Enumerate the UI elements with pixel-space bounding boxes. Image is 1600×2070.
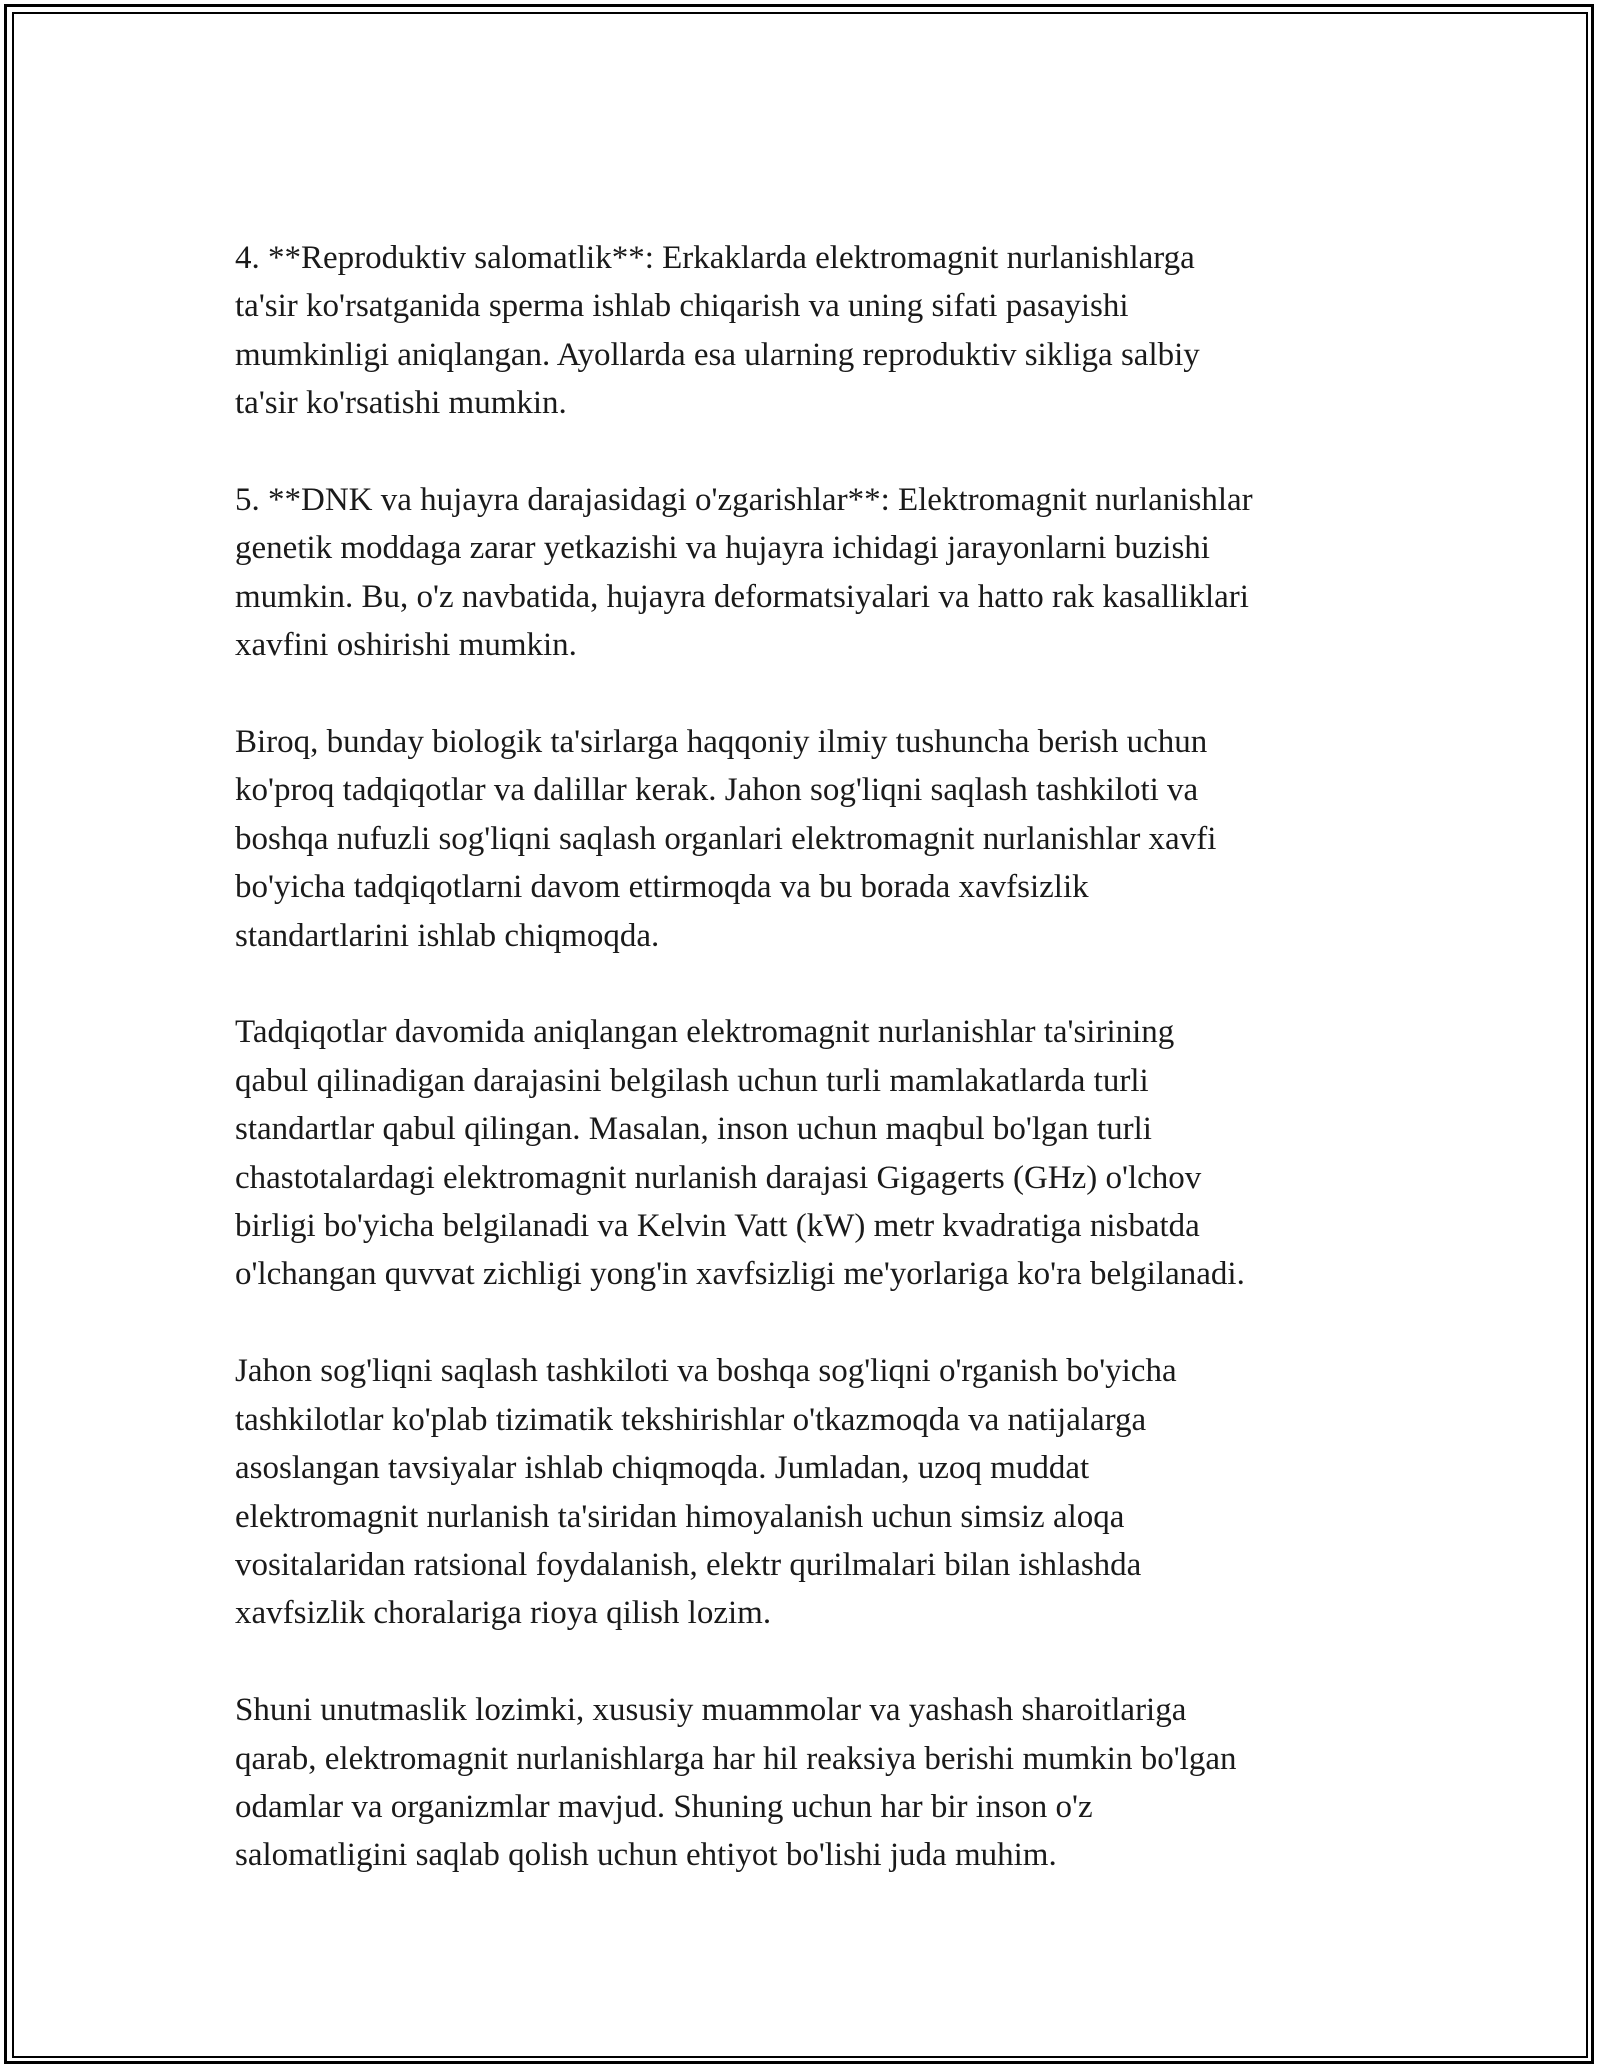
text-line: ko'proq tadqiqotlar va dalillar kerak. Jahon sog'liqni saqlash tashkiloti va (235, 772, 1199, 809)
text-line: ta'sir ko'rsatganida sperma ishlab chiqarish va uning sifati pasayishi (235, 288, 1129, 325)
paragraph-conclusion (235, 1686, 1375, 1880)
text-line: tashkilotlar ko'plab tizimatik tekshirishlar o'tkazmoqda va natijalarga (235, 1401, 1147, 1438)
text-line: ta'sir ko'rsatishi mumkin. (235, 385, 567, 422)
text-line: xavfsizlik choralariga rioya qilish lozim. (235, 1595, 772, 1632)
text-line: Jahon sog'liqni saqlash tashkiloti va boshqa sog'liqni o'rganish bo'yicha (235, 1353, 1177, 1390)
text-line: 4. **Reproduktiv salomatlik**: Erkaklarda elektromagnit nurlanishlarga (235, 240, 1195, 276)
document-body (235, 234, 1375, 1880)
paragraph-research-needed (235, 718, 1375, 960)
text-line: standartlarini ishlab chiqmoqda. (235, 917, 660, 954)
text-line: Tadqiqotlar davomida aniqlangan elektromagnit nurlanishlar ta'sirining (235, 1014, 1175, 1051)
text-line: qabul qilinadigan darajasini belgilash uchun turli mamlakatlarda turli (235, 1062, 1149, 1099)
paragraph-dna-cell-changes (235, 476, 1375, 670)
text-line: mumkinligi aniqlangan. Ayollarda esa ularning reproduktiv sikliga salbiy (235, 336, 1200, 373)
text-line: vositalaridan ratsional foydalanish, elektr qurilmalari bilan ishlashda (235, 1546, 1142, 1583)
paragraph-standards (235, 1008, 1375, 1298)
text-line: o'lchangan quvvat zichligi yong'in xavfsizligi me'yorlariga ko'ra belgilanadi. (235, 1256, 1245, 1293)
text-line: chastotalardagi elektromagnit nurlanish darajasi Gigagerts (GHz) o'lchov (235, 1159, 1202, 1196)
text-line: elektromagnit nurlanish ta'siridan himoyalanish uchun simsiz aloqa (235, 1498, 1125, 1535)
text-line: standartlar qabul qilingan. Masalan, inson uchun maqbul bo'lgan turli (235, 1111, 1152, 1148)
text-line: genetik moddaga zarar yetkazishi va hujayra ichidagi jarayonlarni buzishi (235, 530, 1210, 567)
text-line: Shuni unutmaslik lozimki, xususiy muammolar va yashash sharoitlariga (235, 1692, 1187, 1729)
text-line: 5. **DNK va hujayra darajasidagi o'zgarishlar**: Elektromagnit nurlanishlar (235, 482, 1253, 519)
text-line: bo'yicha tadqiqotlarni davom ettirmoqda va bu borada xavfsizlik (235, 869, 1089, 906)
text-line: birligi bo'yicha belgilanadi va Kelvin Vatt (kW) metr kvadratiga nisbatda (235, 1208, 1200, 1245)
text-line: boshqa nufuzli sog'liqni saqlash organlari elektromagnit nurlanishlar xavfi (235, 820, 1217, 857)
text-line: mumkin. Bu, o'z navbatida, hujayra deformatsiyalari va hatto rak kasalliklari (235, 578, 1249, 615)
text-line: odamlar va organizmlar mavjud. Shuning uchun har bir inson o'z (235, 1788, 1093, 1825)
paragraph-recommendations (235, 1347, 1375, 1637)
text-line: xavfini oshirishi mumkin. (235, 627, 577, 664)
text-line: qarab, elektromagnit nurlanishlarga har hil reaksiya berishi mumkin bo'lgan (235, 1740, 1237, 1777)
text-line: Biroq, bunday biologik ta'sirlarga haqqoniy ilmiy tushuncha berish uchun (235, 724, 1208, 761)
text-line: salomatligini saqlab qolish uchun ehtiyot bo'lishi juda muhim. (235, 1837, 1057, 1874)
paragraph-reproductive-health (235, 234, 1375, 428)
text-line: asoslangan tavsiyalar ishlab chiqmoqda. Jumladan, uzoq muddat (235, 1450, 1090, 1487)
